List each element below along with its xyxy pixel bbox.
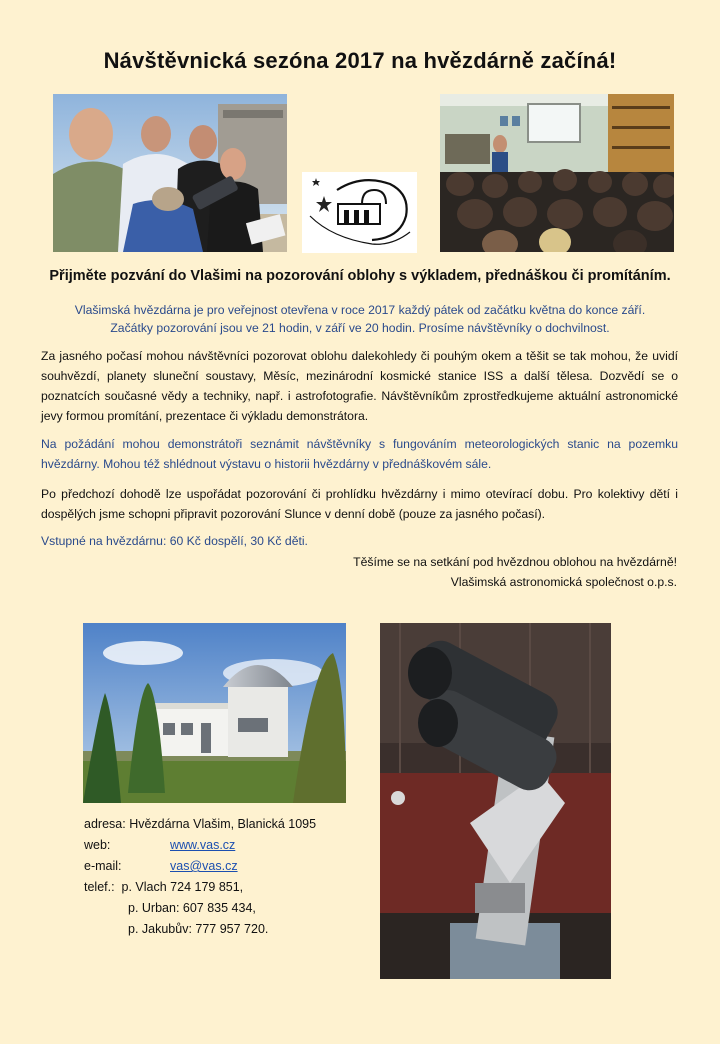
email-link[interactable]: vas@vas.cz (170, 859, 238, 873)
phone-row-3 (84, 919, 316, 940)
contact-block (84, 814, 316, 940)
web-row (84, 835, 316, 856)
web-link[interactable]: www.vas.cz (170, 838, 236, 852)
phone-row-2 (84, 898, 316, 919)
closing-signature: Vlašimská astronomická společnost o.p.s. (450, 575, 677, 589)
address-value: Hvězdárna Vlašim, Blanická 1095 (129, 817, 317, 831)
paragraph-arrangement: Po předchozí dohodě lze uspořádat pozorování či prohlídku hvězdárny i mimo otevírací dobu. Pro kolektivy dětí i dospělých jsme schopni připravit pozorování Slunce v denní době (pouze za jasného počasí). (41, 487, 678, 521)
phone-label: telef.: (84, 880, 115, 894)
email-label: e-mail: (84, 859, 122, 873)
phone-jakubuv: p. Jakubův: 777 957 720. (128, 922, 269, 936)
address-label: adresa: (84, 817, 126, 831)
intro-line-1: Vlašimská hvězdárna je pro veřejnost otevřena v roce 2017 každý pátek od začátku května do konce září. (74, 303, 646, 317)
photo-lecture-hall (440, 94, 674, 252)
web-label: web: (84, 838, 111, 852)
address-row (84, 814, 316, 835)
email-row (84, 856, 316, 877)
observatory-logo (302, 172, 417, 253)
phone-row-1 (84, 877, 316, 898)
phone-vlach: p. Vlach 724 179 851, (121, 880, 244, 894)
photo-binocular-telescope (380, 623, 611, 979)
subtitle: Přijměte pozvání do Vlašimi na pozorování oblohy s výkladem, přednáškou či promítáním. (49, 268, 671, 284)
closing-line-1: Těšíme se na setkání pod hvězdnou oblohou na hvězdárně! (353, 555, 677, 569)
paragraph-observation: Za jasného počasí mohou návštěvníci pozorovat oblohu dalekohledy či pouhým okem a těšit se tak mohou, že uvidí souhvězdí, planety sluneční soustavy, Měsíc, mezinárodní kosmické stanice ISS a další tělesa. Dozvědí se o poznatcích současné vědy a techniky, např. i astrofotografie. Návštěvníkům zprostředkujeme aktuální astronomické jevy formou promítání, prezentace či výkladu demonstrátora. (41, 349, 678, 423)
photo-visitors-telescope (53, 94, 287, 252)
page-title: Návštěvnická sezóna 2017 na hvězdárně začíná! (103, 48, 617, 73)
phone-urban: p. Urban: 607 835 434, (128, 901, 256, 915)
paragraph-meteo: Na požádání mohou demonstrátoři seznámit návštěvníky s fungováním meteorologických stanic na pozemku hvězdárny. Mohou též shlédnout výstavu o historii hvězdárny v přednáškovém sále. (41, 437, 678, 471)
entry-fee: Vstupné na hvězdárnu: 60 Kč dospělí, 30 Kč děti. (41, 534, 308, 548)
photo-observatory-building (83, 623, 346, 803)
intro-line-2: Začátky pozorování jsou ve 21 hodin, v září ve 20 hodin. Prosíme návštěvníky o dochvilnost. (110, 321, 610, 335)
